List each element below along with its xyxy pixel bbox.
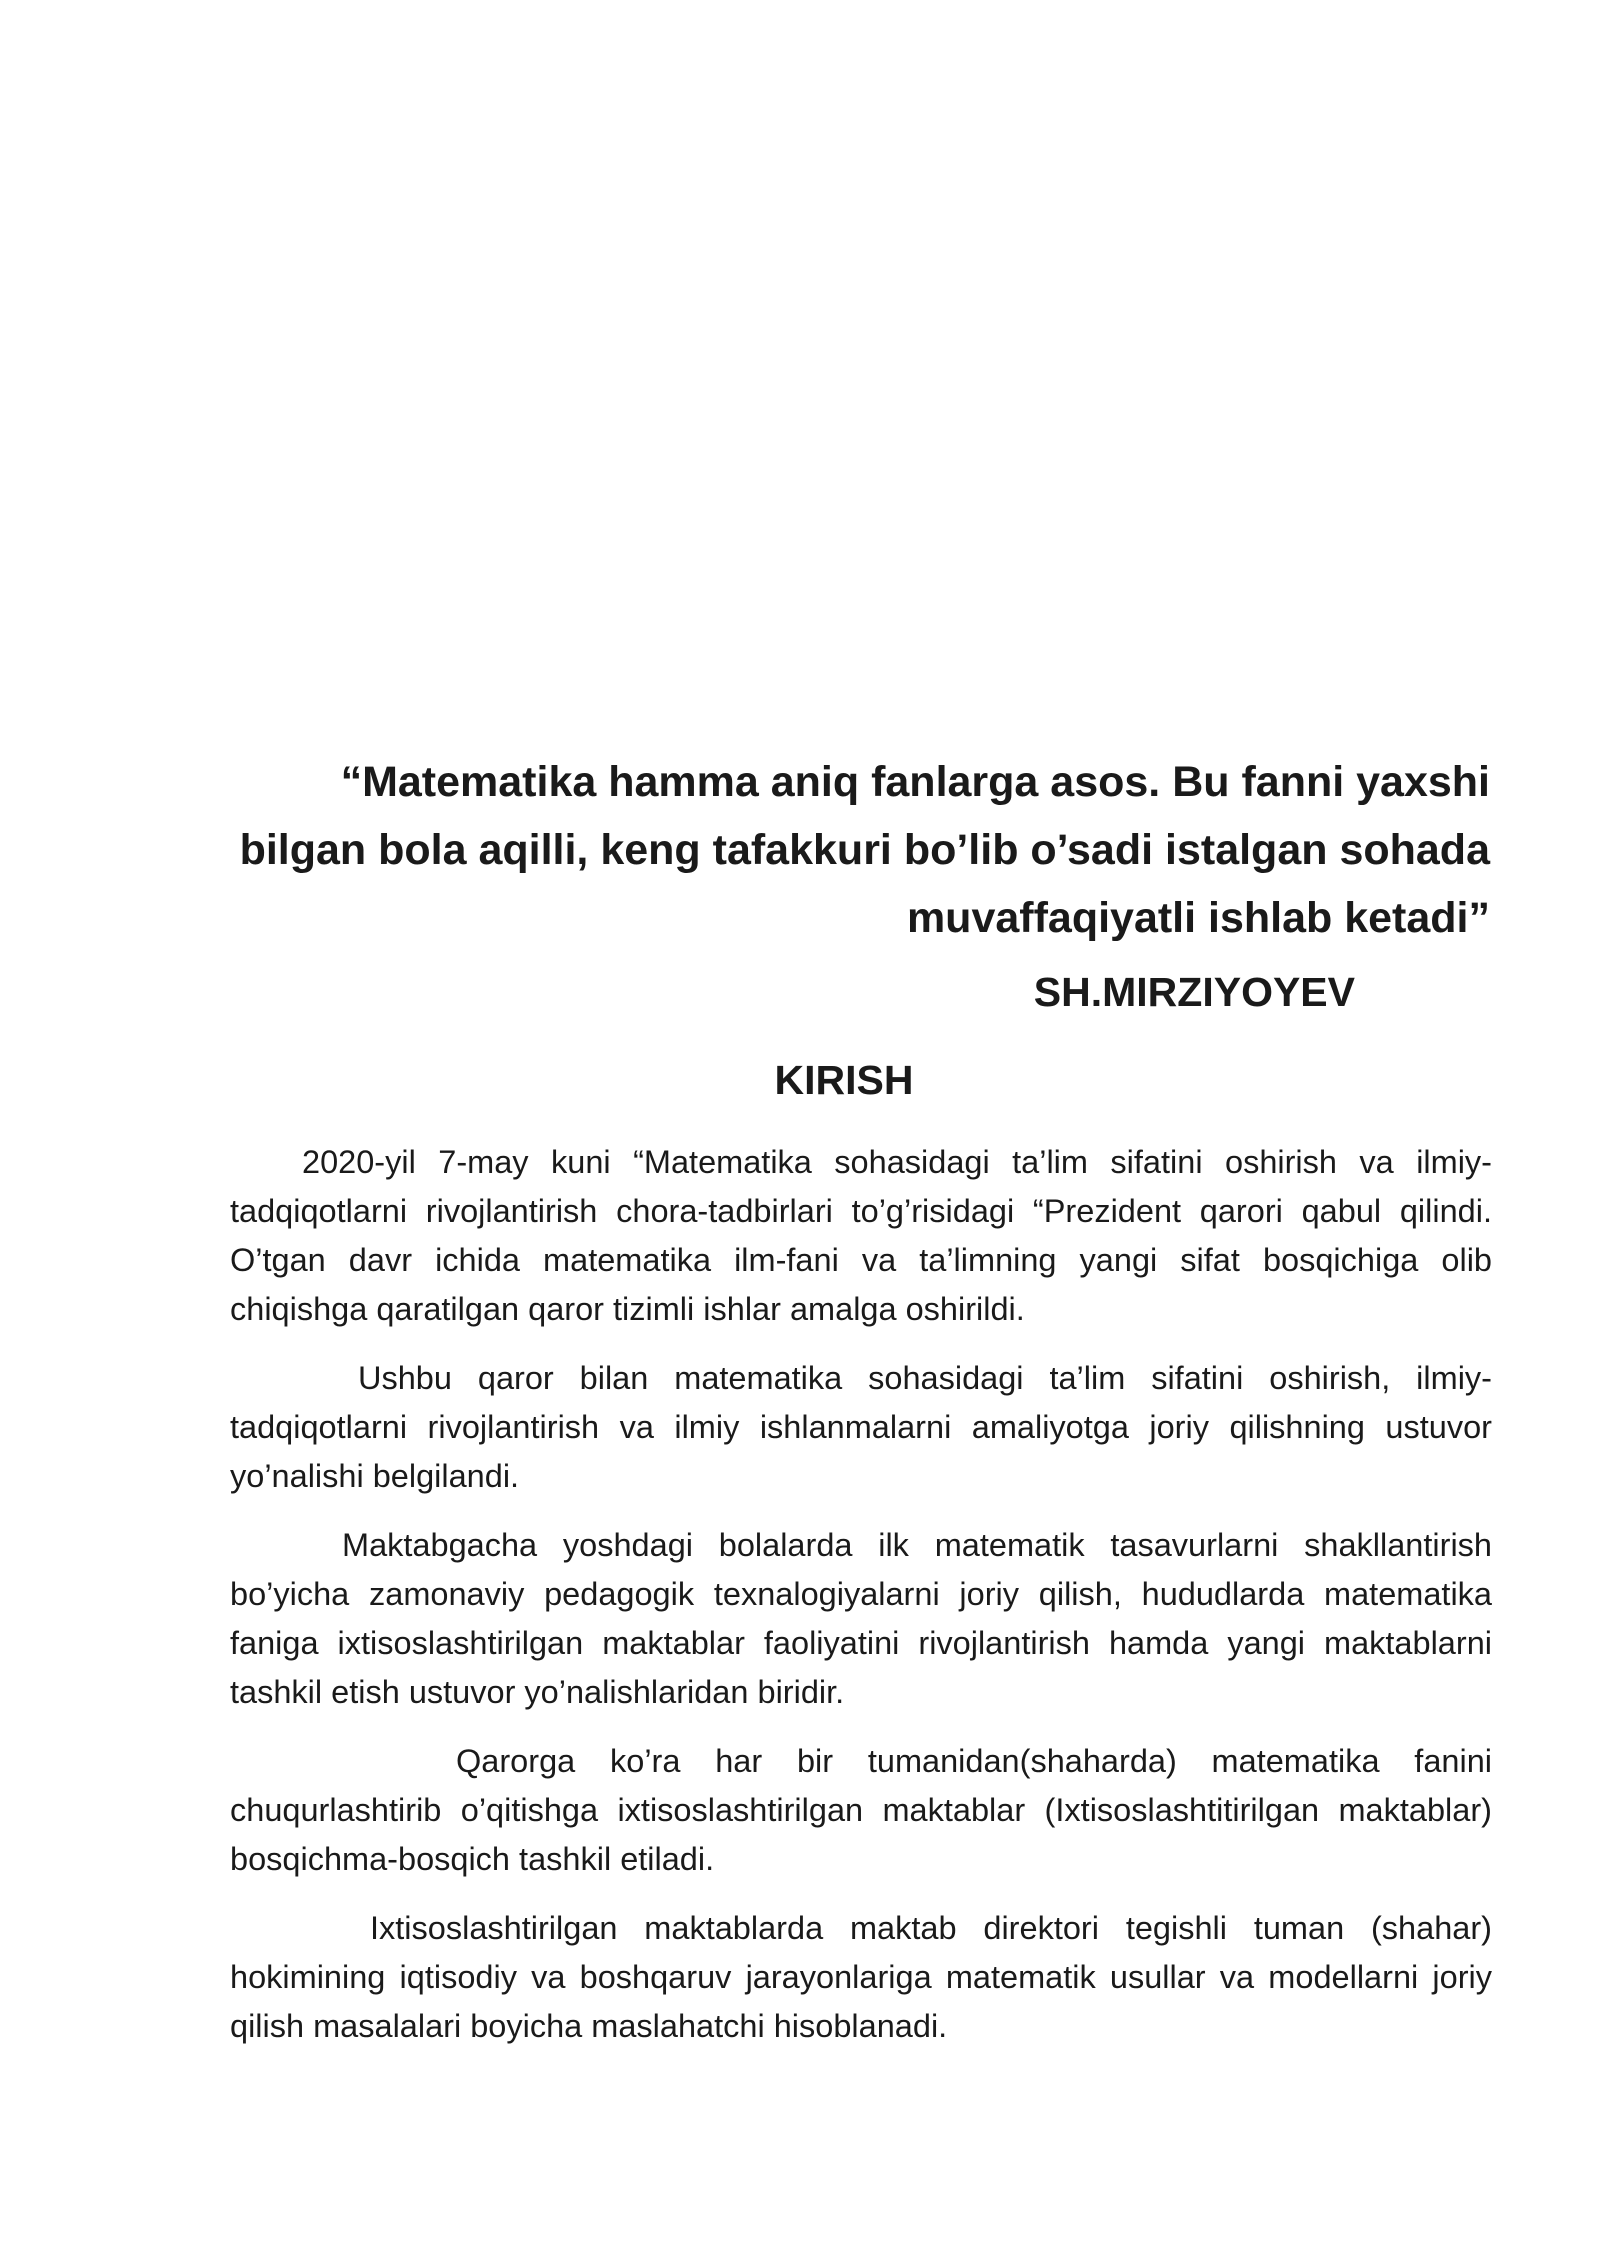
section-heading: KIRISH (774, 1057, 914, 1103)
epigraph-quote (230, 748, 1490, 952)
paragraph-5: Ixtisoslashtirilgan maktablarda maktab direktori tegishli tuman (shahar) hokimining iqtisodiy va boshqaruv jarayonlariga matematik usullar va modellarni joriy qilish masalalari boyicha maslahatchi hisoblanadi. (230, 1910, 1492, 2044)
paragraph-4: Qarorga ko’ra har bir tumanidan(shaharda) matematika fanini chuqurlashtirib o’qitishga ixtisoslashtirilgan maktablar (Ixtisoslashtitirilgan maktablar) bosqichma-bosqich tashkil etiladi. (230, 1743, 1492, 1877)
document-body (230, 1138, 1492, 2071)
paragraph-3: Maktabgacha yoshdagi bolalarda ilk matematik tasavurlarni shakllantirish bo’yicha zamonaviy pedagogik texnalogiyalarni joriy qilish, hududlarda matematika faniga ixtisoslashtirilgan maktablar faoliyatini rivojlantirish hamda yangi maktablarni tashkil etish ustuvor yo’nalishlaridan biridir. (230, 1527, 1492, 1710)
epigraph-line-1: “Matematika hamma aniq fanlarga asos. Bu fanni yaxshi (340, 758, 1490, 806)
paragraph-1: 2020-yil 7-may kuni “Matematika sohasidagi ta’lim sifatini oshirish va ilmiy-tadqiqotlarni rivojlantirish chora-tadbirlari to’g’risidagi “Prezident qarori qabul qilindi. O’tgan davr ichida matematika ilm-fani va ta’limning yangi sifat bosqichiga olib chiqishga qaratilgan qaror tizimli ishlar amalga oshirildi. (230, 1144, 1492, 1327)
paragraph-2: Ushbu qaror bilan matematika sohasidagi ta’lim sifatini oshirish, ilmiy-tadqiqotlarni rivojlantirish va ilmiy ishlanmalarni amaliyotga joriy qilishning ustuvor yo’nalishi belgilandi. (230, 1360, 1492, 1494)
epigraph-line-2: bilgan bola aqilli, keng tafakkuri bo’lib o’sadi istalgan sohada (239, 826, 1490, 874)
epigraph-line-3: muvaffaqiyatli ishlab ketadi” (906, 894, 1490, 942)
epigraph-author: SH.MIRZIYOYEV (1033, 969, 1355, 1015)
